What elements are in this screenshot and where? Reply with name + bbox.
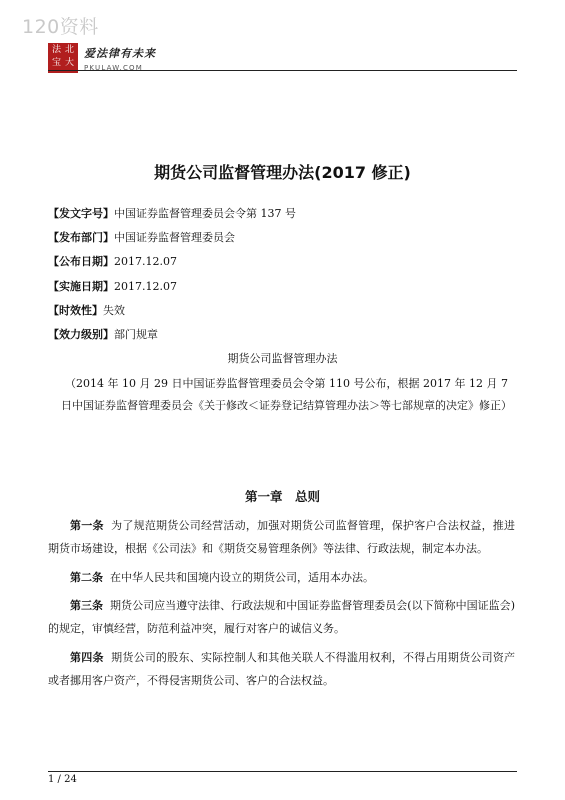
page-number: 1 / 24 (48, 774, 77, 785)
article-text: 为了规范期货公司经营活动，加强对期货公司监督管理，保护客户合法权益，推进期货市场建设，根据《公司法》和《期货交易管理条例》等法律、行政法规，制定本办法。 (48, 519, 516, 555)
article-3 (48, 595, 515, 641)
article-text: 期货公司应当遵守法律、行政法规和中国证券监督管理委员会(以下简称中国证监会)的规定，审慎经营，防范利益冲突，履行对客户的诚信义务。 (48, 599, 515, 636)
preamble: （2014 年 10 月 29 日中国证券监督管理委员会令第 110 号公布，根据 2017 年 12 月 7 日中国证券监督管理委员会《关于修改＜证券登记结算管理办法＞等七部规章的决定》修正） (61, 377, 512, 412)
meta-key: 【时效性】 (48, 303, 103, 317)
article-number: 第一条 (70, 519, 104, 532)
meta-value: 部门规章 (114, 327, 158, 341)
meta-value: 失效 (103, 303, 125, 317)
meta-value: 中国证券监督管理委员会 (114, 231, 235, 245)
meta-key: 【发文字号】 (48, 207, 114, 220)
meta-key: 【效力级别】 (48, 327, 114, 341)
meta-value: 2017.12.07 (114, 279, 177, 293)
meta-row-doc-number (48, 207, 296, 231)
document-name: 期货公司监督管理办法 (227, 352, 338, 365)
meta-row-level (48, 328, 296, 352)
meta-key: 【发布部门】 (48, 231, 114, 245)
metadata-list (48, 207, 296, 352)
meta-value: 中国证券监督管理委员会令第 137 号 (114, 207, 296, 220)
logo-slogan: 爱法律有未来 (84, 47, 156, 60)
chapter-heading: 第一章 总则 (244, 489, 320, 504)
article-4 (48, 647, 515, 693)
meta-row-department (48, 231, 296, 255)
meta-row-effective-date (48, 280, 296, 304)
seal-icon: 法 北 宝 大 (48, 43, 78, 73)
article-text: 期货公司的股东、实际控制人和其他关联人不得滥用权利，不得占用期货公司资产或者挪用客户资产，不得侵害期货公司、客户的合法权益。 (48, 650, 516, 687)
meta-key: 【实施日期】 (48, 279, 114, 293)
watermark-text: 120资料 (22, 16, 99, 38)
pkulaw-logo (48, 43, 156, 73)
logo-site: PKULAW.COM (84, 64, 143, 72)
article-1 (48, 515, 515, 561)
article-number: 第四条 (70, 650, 104, 664)
article-2 (48, 567, 515, 590)
meta-value: 2017.12.07 (114, 255, 177, 269)
article-number: 第三条 (70, 599, 104, 613)
article-list (48, 515, 515, 699)
footer-divider (48, 771, 517, 772)
header-divider (48, 70, 517, 71)
article-text: 在中华人民共和国境内设立的期货公司，适用本办法。 (110, 570, 374, 584)
document-title: 期货公司监督管理办法(2017 修正) (154, 163, 411, 182)
article-number: 第二条 (70, 570, 103, 584)
meta-key: 【公布日期】 (48, 255, 114, 269)
meta-row-validity (48, 304, 296, 328)
meta-row-publish-date (48, 255, 296, 279)
